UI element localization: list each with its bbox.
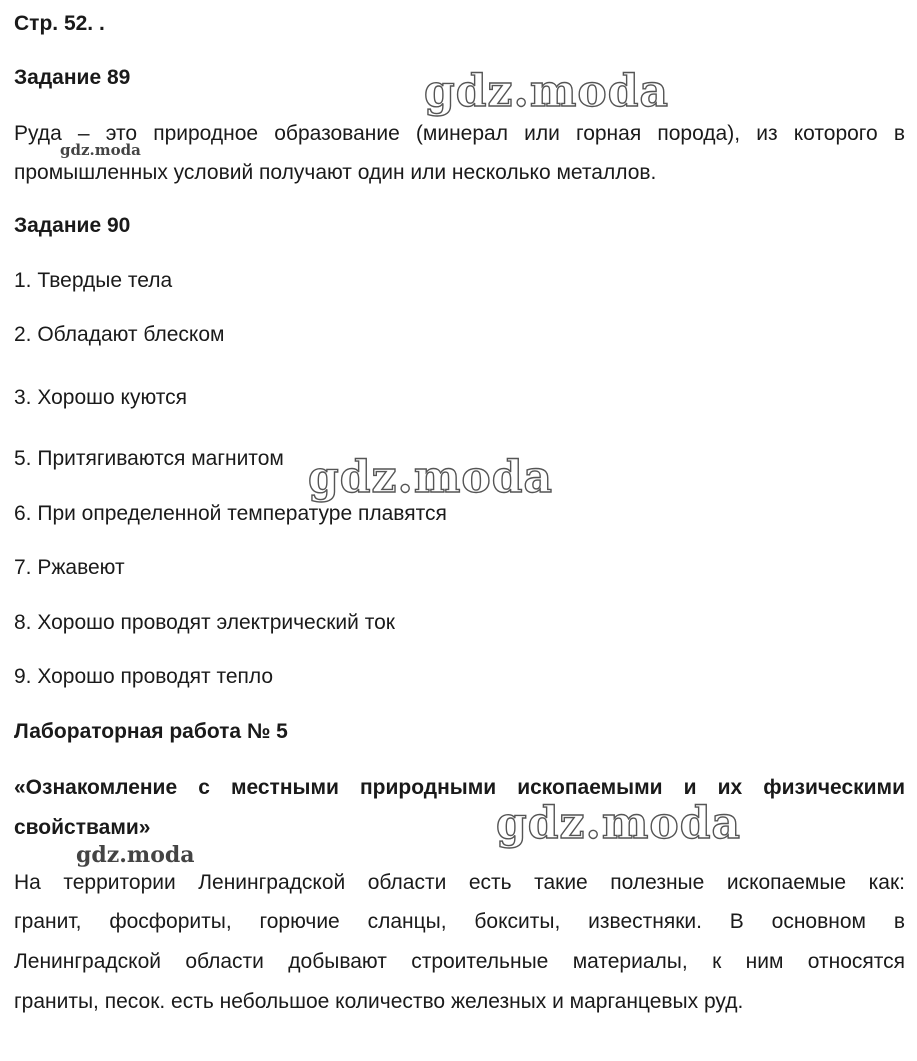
watermark-logo: gdz.moda	[424, 66, 670, 117]
lab-text-line-4: граниты, песок. есть небольшое количество железных и марганцевых руд.	[14, 990, 744, 1013]
lab-subtitle-line-2: свойствами»	[14, 816, 151, 839]
list-item: 7. Ржавеют	[14, 556, 125, 579]
lab-text-line-2: гранит, фосфориты, горючие сланцы, бокситы, известняки. В основном в	[14, 910, 905, 933]
lab-text-line-3: Ленинградской области добывают строительные материалы, к ним относятся	[14, 950, 905, 973]
list-item: 2. Обладают блеском	[14, 323, 225, 346]
lab-title: Лабораторная работа № 5	[14, 720, 288, 743]
lab-text-line-1: На территории Ленинградской области есть такие полезные ископаемые как:	[14, 871, 905, 894]
watermark-logo: gdz.moda	[308, 452, 554, 503]
list-item: 5. Притягиваются магнитом	[14, 447, 284, 470]
list-item: 3. Хорошо куются	[14, 386, 187, 409]
task-89-line-1: Руда – это природное образование (минерал или горная порода), из которого в	[14, 122, 905, 145]
list-item: 6. При определенной температуре плавятся	[14, 502, 447, 525]
task-89-title: Задание 89	[14, 66, 131, 89]
task-90-title: Задание 90	[14, 214, 131, 237]
list-item: 8. Хорошо проводят электрический ток	[14, 611, 395, 634]
watermark-logo-small: gdz.moda	[60, 141, 141, 159]
lab-subtitle-line-1: «Ознакомление с местными природными ископаемыми и их физическими	[14, 776, 905, 799]
watermark-logo-small: gdz.moda	[76, 842, 195, 868]
task-89-line-2: промышленных условий получают один или несколько металлов.	[14, 161, 657, 184]
page-header: Стр. 52. .	[14, 12, 105, 35]
watermark-logo: gdz.moda	[496, 798, 742, 849]
list-item: 1. Твердые тела	[14, 269, 173, 292]
list-item: 9. Хорошо проводят тепло	[14, 665, 274, 688]
